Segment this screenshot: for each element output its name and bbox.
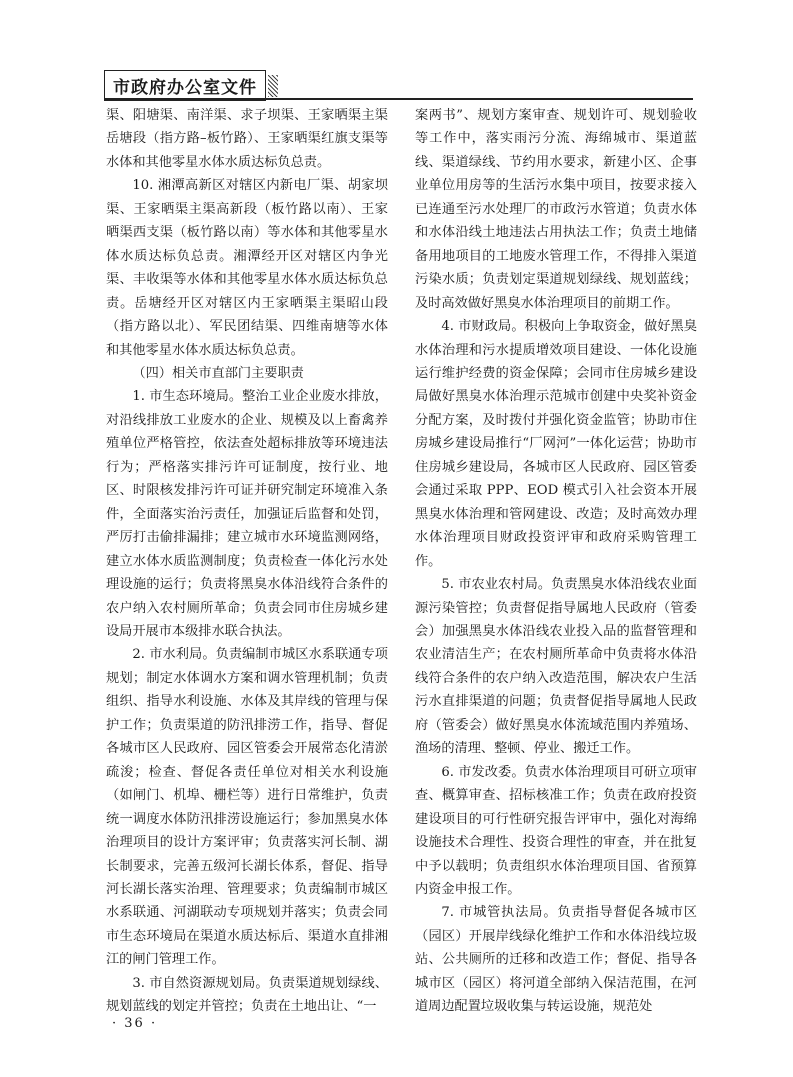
right-column [415,104,697,1019]
paragraph: 案两书”、规划方案审查、规划许可、规划验收等工作中，落实雨污分流、海绵城市、渠道蓝线、渠道绿线、节约用水要求，新建小区、企事业单位用房等的生活污水集中项目，按要求接入已连通至污水处理厂的市政污水管道；负责水体和水体沿线土地违法占用执法工作；负责土地储备用地项目的工地废水管理工作，不得排入渠道污染水质；负责划定渠道规划绿线、规划蓝线；及时高效做好黑臭水体治理项目的前期工作。 [415,108,697,311]
page-number: · 36 · [112,1016,158,1031]
paragraph: 渠、阳塘渠、南洋渠、求子坝渠、王家晒渠主渠岳塘段（指方路–板竹路）、王家晒渠红旗支渠等水体和其他零星水体水质达标负总责。 [106,108,388,170]
paragraph: 3. 市自然资源规划局。负责渠道规划绿线、规划蓝线的划定并管控；负责在土地出让、“一 [106,975,388,1015]
header-title: 市政府办公室文件 [104,70,266,101]
paragraph: 5. 市农业农村局。负责黑臭水体沿线农业面源污染管控；负责督促指导属地人民政府（管委会）加强黑臭水体沿线农业投入品的监督管理和农业清洁生产；在农村厕所革命中负责将水体沿线符合条件的农户纳入改造范围，解决农户生活污水直排渠道的问题；负责督促指导属地人民政府（管委会）做好黑臭水体流域范围内养殖场、渔场的清理、整顿、停业、搬迁工作。 [415,577,697,757]
paragraph: 4. 市财政局。积极向上争取资金，做好黑臭水体治理和污水提质增效项目建设、一体化设施运行维护经费的资金保障；会同市住房城乡建设局做好黑臭水体治理示范城市创建中央奖补资金分配方案，及时拨付并强化资金监管；协助市住房城乡建设局推行“厂网河”一体化运营；协助市住房城乡建设局，各城市区人民政府、园区管委会通过采取 PPP、EOD 模式引入社会资本开展黑臭水体治理和管网建设、改造；及时高效办理水体治理项目财政投资评审和政府采购管理工作。 [415,319,697,569]
section-heading: （四）相关市直部门主要职责 [132,365,304,381]
document-header [104,70,278,101]
paragraph: 6. 市发改委。负责水体治理项目可研立项审查、概算审查、招标核准工作；负责在政府投资建设项目的可行性研究报告评审中，强化对海绵设施技术合理性、投资合理性的审查，并在批复中予以载明；负责组织水体治理项目国、省预算内资金申报工作。 [415,764,697,897]
paragraph: 10. 湘潭高新区对辖区内新电厂渠、胡家坝渠、王家晒渠主渠高新段（板竹路以南）、王家晒渠西支渠（板竹路以南）等水体和其他零星水体水质达标负总责。湘潭经开区对辖区内争光渠、丰收渠等水体和其他零星水体水质达标负总责。岳塘经开区对辖区内王家晒渠主渠昭山段（指方路以北）、军民团结渠、四维南塘等水体和其他零星水体水质达标负总责。 [106,178,388,358]
header-decoration [268,75,278,97]
paragraph: 2. 市水利局。负责编制市城区水系联通专项规划；制定水体调水方案和调水管理机制；负责组织、指导水利设施、水体及其岸线的管理与保护工作；负责渠道的防汛排涝工作，指导、督促各城市区人民政府、园区管委会开展常态化清淤疏浚；检查、督促各责任单位对相关水利设施（如闸门、机埠、栅栏等）进行日常维护，负责统一调度水体防汛排涝设施运行；参加黑臭水体治理项目的设计方案评审；负责落实河长制、湖长制要求，完善五级河长湖长体系，督促、指导河长湖长落实治理、管理要求；负责编制市城区水系联通、河湖联动专项规划并落实；负责会同市生态环境局在渠道水质达标后、渠道水直排湘江的闸门管理工作。 [106,647,388,968]
paragraph: 7. 市城管执法局。负责指导督促各城市区（园区）开展岸线绿化维护工作和水体沿线垃圾站、公共厕所的迁移和改造工作；督促、指导各城市区（园区）将河道全部纳入保洁范围，在河道周边配置垃圾收集与转运设施，规范处 [415,905,697,1015]
paragraph: 1. 市生态环境局。整治工业企业废水排放，对沿线排放工业废水的企业、规模及以上畜禽养殖单位严格管控，依法查处超标排放等环境违法行为；严格落实排污许可证制度，按行业、地区、时限核发排污许可证并研究制定环境准入条件，全面落实治污责任，加强证后监督和处罚，严厉打击偷排漏排；建立城市水环境监测网络，建立水体水质监测制度；负责检查一体化污水处理设施的运行；负责将黑臭水体沿线符合条件的农户纳入农村厕所革命；负责会同市住房城乡建设局开展市本级排水联合执法。 [106,389,388,639]
header-divider [104,98,693,100]
left-column [106,104,388,1019]
